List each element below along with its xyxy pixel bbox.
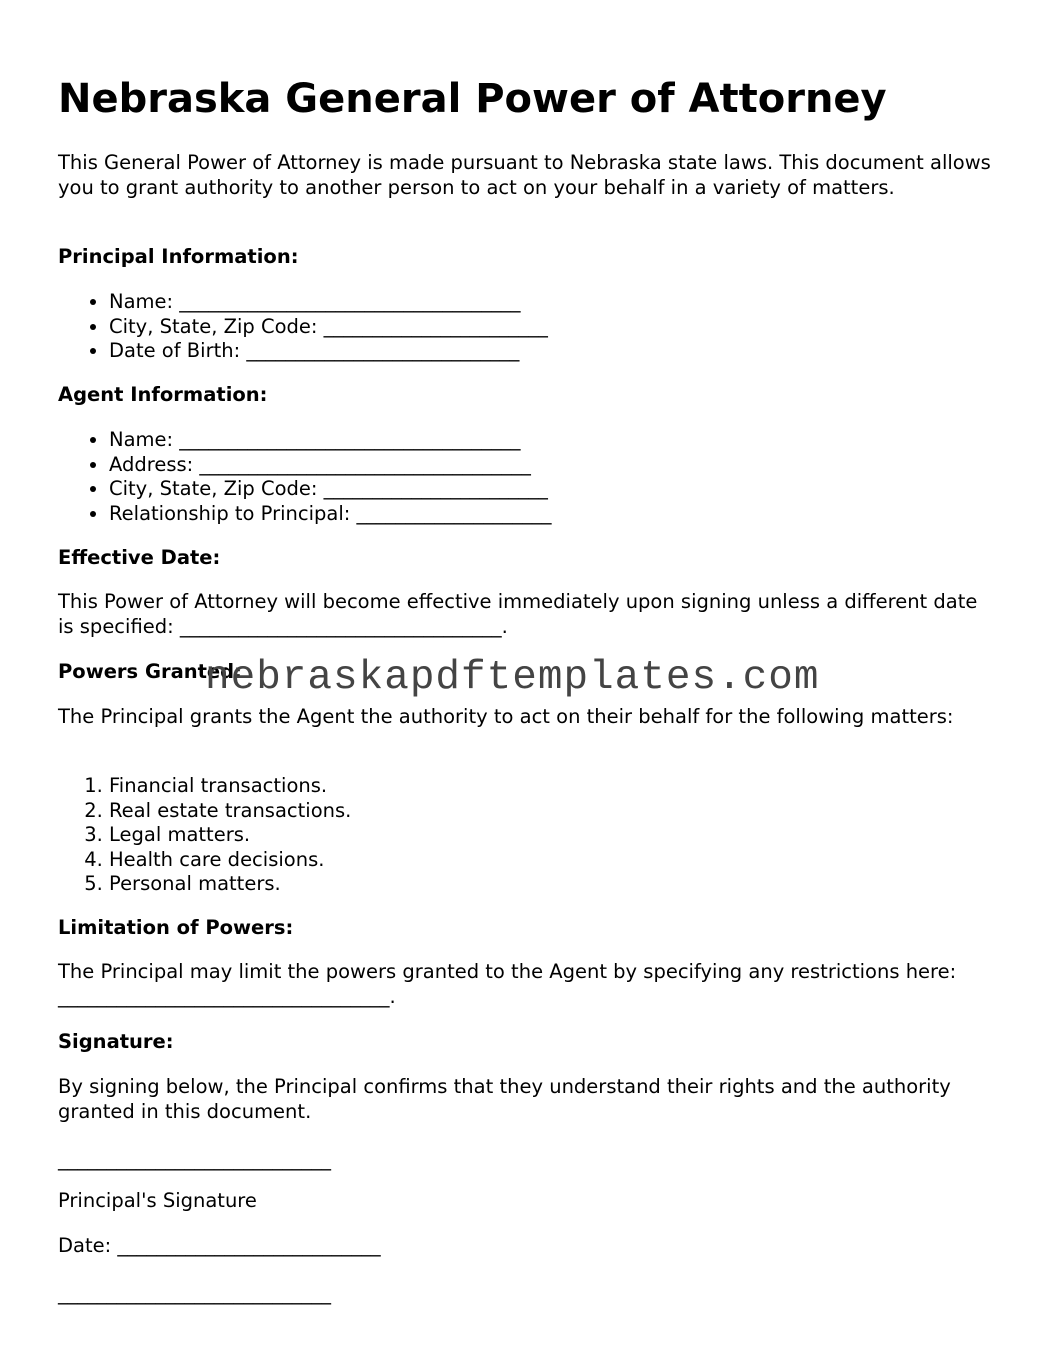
signature-date-field: Date: ___________________________ <box>58 1234 381 1257</box>
power-item: 3. Legal matters. <box>109 823 351 848</box>
agent-address-field: • Address: __________________________________ <box>109 453 552 478</box>
effective-heading: Effective Date: <box>58 546 221 569</box>
powers-paragraph: The Principal grants the Agent the authority to act on their behalf for the following matters: <box>58 705 954 728</box>
agent-city-field: • City, State, Zip Code: _______________________ <box>109 477 552 502</box>
principal-signature-label: Principal's Signature <box>58 1189 257 1212</box>
limitation-paragraph: The Principal may limit the powers granted to the Agent by specifying any restrictions here: __________________________________. <box>58 960 957 1008</box>
intro-paragraph: This General Power of Attorney is made pursuant to Nebraska state laws. This document allows you to grant authority to another person to act on your behalf in a variety of matters. <box>58 151 991 199</box>
agent-heading: Agent Information: <box>58 383 268 406</box>
second-signature-line: ____________________________ <box>58 1282 331 1305</box>
document-title: Nebraska General Power of Attorney <box>58 76 887 122</box>
principal-heading: Principal Information: <box>58 245 299 268</box>
principal-city-field: • City, State, Zip Code: _______________________ <box>109 315 548 340</box>
watermark-text: nebraskapdftemplates.com <box>205 655 820 701</box>
agent-name-field: • Name: ___________________________________ <box>109 428 552 453</box>
powers-heading: Powers Granted: <box>58 660 242 683</box>
effective-paragraph: This Power of Attorney will become effective immediately upon signing unless a different date is specified: _________________________________. <box>58 590 978 638</box>
signature-paragraph: By signing below, the Principal confirms that they understand their rights and the authority granted in this document. <box>58 1075 951 1123</box>
principal-dob-field: • Date of Birth: ____________________________ <box>109 339 548 364</box>
power-item: 2. Real estate transactions. <box>109 799 351 824</box>
powers-list <box>58 774 351 897</box>
power-item: 5. Personal matters. <box>109 872 351 897</box>
principal-signature-line: ____________________________ <box>58 1148 331 1171</box>
principal-list <box>58 290 548 364</box>
signature-heading: Signature: <box>58 1030 174 1053</box>
principal-name-field: • Name: ___________________________________ <box>109 290 548 315</box>
agent-relationship-field: • Relationship to Principal: ____________________ <box>109 502 552 527</box>
power-item: 1. Financial transactions. <box>109 774 351 799</box>
agent-list <box>58 428 552 526</box>
power-item: 4. Health care decisions. <box>109 848 351 873</box>
limitation-heading: Limitation of Powers: <box>58 916 294 939</box>
